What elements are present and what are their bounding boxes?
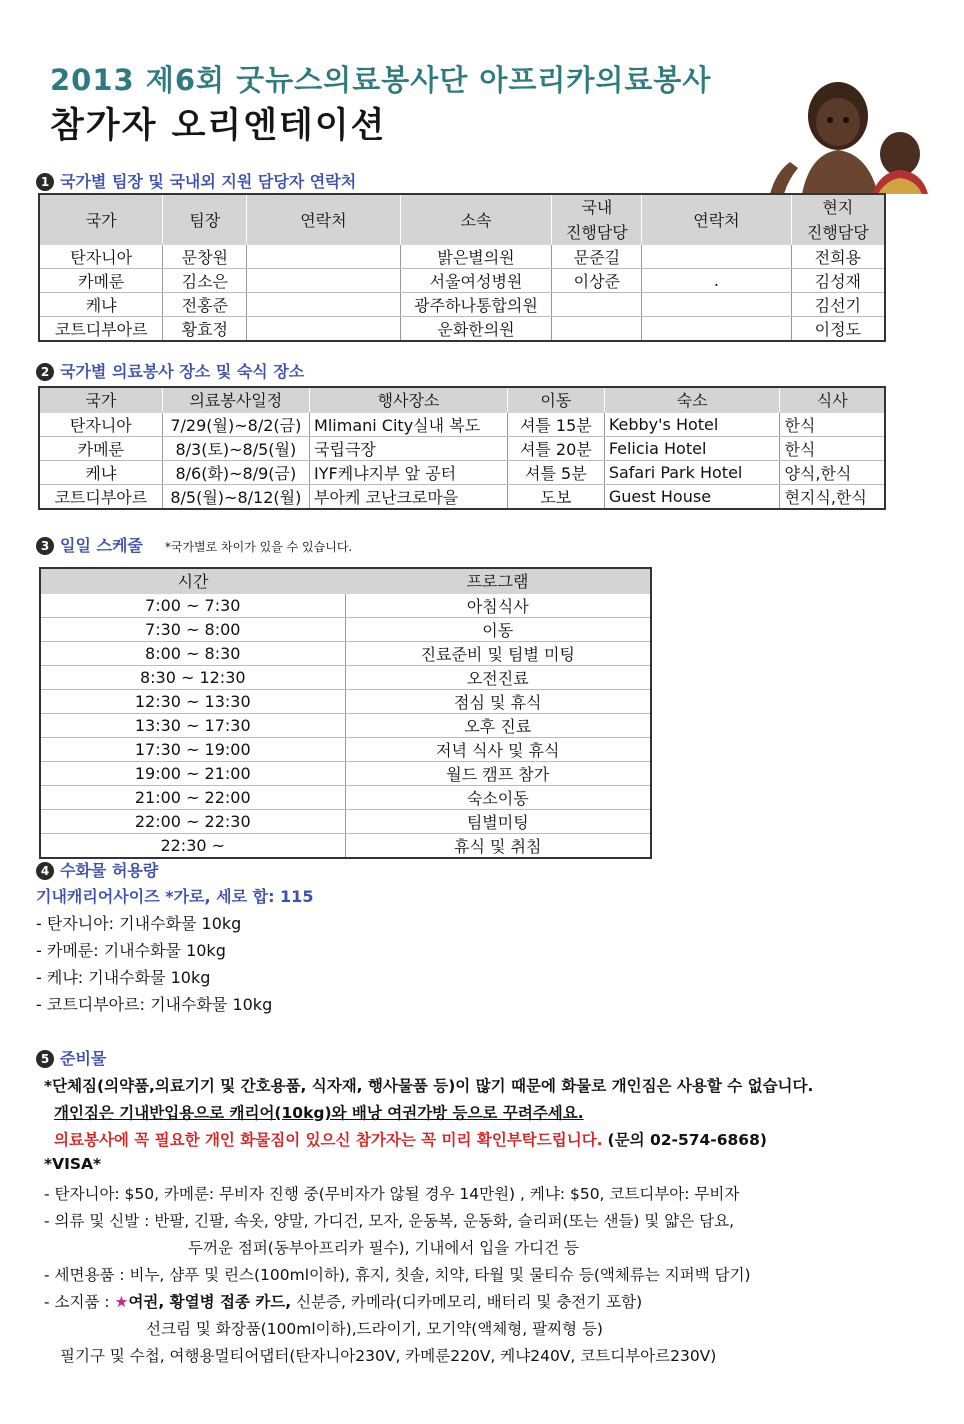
visa-info: - 탄자니아: $50, 카메룬: 무비자 진행 중(무비자가 않될 경우 14만원) , 케냐: $50, 코트디부아: 무비자 <box>44 1185 740 1203</box>
column-header: 이동 <box>507 387 604 413</box>
table-cell: Guest House <box>604 485 780 510</box>
clothes-list: - 의류 및 신발 : 반팔, 긴팔, 속옷, 양말, 가디건, 모자, 운동복, 운동화, 슬리퍼(또는 샌들) 및 얇은 담요, <box>44 1212 735 1230</box>
carry-on-notice: 개인짐은 기내반입용으로 캐리어(10kg)와 배낭 여권가방 등으로 꾸려주세요. <box>54 1104 584 1122</box>
table-cell: 셔틀 15분 <box>507 413 604 437</box>
table-cell: 8/5(월)~8/12(월) <box>162 485 309 510</box>
column-header: 연락처 <box>247 194 400 245</box>
table-row <box>40 834 651 859</box>
table-cell: 22:30 ~ <box>40 834 345 859</box>
venues-table <box>38 386 886 510</box>
baggage-item: - 코트디부아르: 기내수화물 10kg <box>36 995 273 1014</box>
column-header: 국내 진행담당 <box>552 194 642 245</box>
table-row <box>39 485 885 510</box>
table-cell <box>247 245 400 269</box>
section-title: 국가별 팀장 및 국내외 지원 담당자 연락처 <box>60 172 357 191</box>
baggage-item: - 케냐: 기내수화물 10kg <box>36 968 211 987</box>
table-cell: 카메룬 <box>39 437 162 461</box>
column-header: 팀장 <box>163 194 247 245</box>
table-row <box>40 642 651 666</box>
table-cell: 문창원 <box>163 245 247 269</box>
table-cell: 김선기 <box>791 293 885 317</box>
column-header: 현지 진행담당 <box>791 194 885 245</box>
section-number: 4 <box>36 862 54 880</box>
table-cell: 밝은별의원 <box>400 245 552 269</box>
carry-size-note: 기내캐리어사이즈 *가로, 세로 합: 115 <box>36 887 314 906</box>
table-cell: 케냐 <box>39 293 163 317</box>
section-1-heading <box>36 169 356 192</box>
table-cell: IYF케냐지부 앞 공터 <box>310 461 508 485</box>
table-cell: 한식 <box>780 413 885 437</box>
belongings-list-continued: 선크림 및 화장품(100ml이하),드라이기, 모기약(액체형, 팔찌형 등) <box>146 1320 603 1338</box>
table-row <box>40 810 651 834</box>
table-cell: 8:30 ~ 12:30 <box>40 666 345 690</box>
table-cell: 탄자니아 <box>39 245 163 269</box>
table-cell: 양식,한식 <box>780 461 885 485</box>
confirm-notice-text: 의료봉사에 꼭 필요한 개인 화물짐이 있으신 참가자는 꼭 미리 확인부탁드립니다. <box>54 1131 603 1149</box>
luggage-notice: *단체짐(의약품,의료기기 및 간호용품, 식자재, 행사물품 등)이 많기 때문에 화물로 개인짐은 사용할 수 없습니다. <box>44 1077 814 1095</box>
table-header-row <box>39 387 885 413</box>
table-row <box>40 762 651 786</box>
table-cell <box>642 293 791 317</box>
table-cell: 서울여성병원 <box>400 269 552 293</box>
table-cell: 점심 및 휴식 <box>345 690 651 714</box>
table-cell: 문준길 <box>552 245 642 269</box>
table-row <box>40 666 651 690</box>
column-header: 연락처 <box>642 194 791 245</box>
table-header-row <box>40 568 651 594</box>
table-cell: 12:30 ~ 13:30 <box>40 690 345 714</box>
clothes-list-continued: 두꺼운 점퍼(동부아프리카 필수), 기내에서 입을 가디건 등 <box>188 1239 579 1257</box>
section-title: 준비물 <box>60 1049 107 1068</box>
table-cell: 8:00 ~ 8:30 <box>40 642 345 666</box>
table-cell: 탄자니아 <box>39 413 162 437</box>
table-cell: 케냐 <box>39 461 162 485</box>
table-cell: 국립극장 <box>310 437 508 461</box>
table-cell: 8/3(토)~8/5(월) <box>162 437 309 461</box>
belongings-list-continued: 필기구 및 수첩, 여행용멀티어댑터(탄자니아230V, 카메룬220V, 케냐240V, 코트디부아르230V) <box>60 1347 717 1365</box>
table-cell: 13:30 ~ 17:30 <box>40 714 345 738</box>
table-cell: 7:00 ~ 7:30 <box>40 594 345 618</box>
table-row <box>39 269 885 293</box>
table-cell: 17:30 ~ 19:00 <box>40 738 345 762</box>
table-cell: Safari Park Hotel <box>604 461 780 485</box>
table-row <box>39 437 885 461</box>
star-icon: ★ <box>114 1293 129 1311</box>
section-2-heading <box>36 359 304 382</box>
table-cell: 부아케 코난크로마을 <box>310 485 508 510</box>
table-cell: 이정도 <box>791 317 885 342</box>
table-cell: 전홍준 <box>163 293 247 317</box>
table-row <box>39 413 885 437</box>
section-number: 1 <box>36 173 54 191</box>
column-header: 국가 <box>39 387 162 413</box>
table-row <box>40 714 651 738</box>
section-5-heading <box>36 1046 106 1069</box>
column-header: 시간 <box>40 568 345 594</box>
column-header: 식사 <box>780 387 885 413</box>
table-cell: 도보 <box>507 485 604 510</box>
table-cell <box>247 269 400 293</box>
column-header: 숙소 <box>604 387 780 413</box>
table-cell: 김소은 <box>163 269 247 293</box>
section-4-heading <box>36 858 158 881</box>
table-cell <box>552 293 642 317</box>
table-cell <box>552 317 642 342</box>
section-number: 5 <box>36 1050 54 1068</box>
table-cell: Kebby's Hotel <box>604 413 780 437</box>
section-number: 3 <box>36 537 54 555</box>
table-cell: 오후 진료 <box>345 714 651 738</box>
table-cell: 오전진료 <box>345 666 651 690</box>
table-row <box>39 461 885 485</box>
visa-label: *VISA* <box>44 1155 102 1173</box>
table-row <box>40 738 651 762</box>
table-cell: 코트디부아르 <box>39 485 162 510</box>
belongings-prefix: - 소지품 : <box>44 1293 110 1311</box>
children-photo <box>760 76 932 194</box>
table-row <box>40 786 651 810</box>
contact-number: (문의 02-574-6868) <box>607 1131 767 1149</box>
table-cell: Felicia Hotel <box>604 437 780 461</box>
table-cell: . <box>642 269 791 293</box>
table-cell: 광주하나통합의원 <box>400 293 552 317</box>
table-cell: Mlimani City실내 복도 <box>310 413 508 437</box>
column-header: 행사장소 <box>310 387 508 413</box>
table-row <box>39 245 885 269</box>
table-cell: 전희용 <box>791 245 885 269</box>
table-cell: 숙소이동 <box>345 786 651 810</box>
column-header: 소속 <box>400 194 552 245</box>
document-title: 2013 제6회 굿뉴스의료봉사단 아프리카의료봉사 <box>50 63 712 97</box>
table-cell: 카메룬 <box>39 269 163 293</box>
confirm-notice <box>54 1128 767 1150</box>
section-number: 2 <box>36 363 54 381</box>
table-cell: 휴식 및 취침 <box>345 834 651 859</box>
belongings-list <box>44 1290 642 1312</box>
table-cell: 한식 <box>780 437 885 461</box>
table-cell <box>642 245 791 269</box>
table-cell: 현지식,한식 <box>780 485 885 510</box>
table-header-row <box>39 194 885 245</box>
table-row <box>40 594 651 618</box>
table-row <box>40 690 651 714</box>
baggage-item: - 카메룬: 기내수화물 10kg <box>36 941 226 960</box>
table-cell: 22:00 ~ 22:30 <box>40 810 345 834</box>
section-title: 일일 스케줄 <box>60 536 143 555</box>
schedule-note: *국가별로 차이가 있을 수 있습니다. <box>164 540 353 554</box>
column-header: 국가 <box>39 194 163 245</box>
table-cell: 이동 <box>345 618 651 642</box>
table-cell: 셔틀 5분 <box>507 461 604 485</box>
belongings-important: 여권, 황열병 접종 카드, <box>128 1293 292 1311</box>
table-cell: 운화한의원 <box>400 317 552 342</box>
table-cell: 셔틀 20분 <box>507 437 604 461</box>
column-header: 프로그램 <box>345 568 651 594</box>
table-cell: 7:30 ~ 8:00 <box>40 618 345 642</box>
table-cell <box>247 317 400 342</box>
table-row <box>39 293 885 317</box>
table-cell: 이상준 <box>552 269 642 293</box>
table-cell <box>247 293 400 317</box>
table-cell: 저녁 식사 및 휴식 <box>345 738 651 762</box>
table-cell: 황효정 <box>163 317 247 342</box>
contacts-table <box>38 193 886 342</box>
section-title: 수화물 허용량 <box>60 861 159 880</box>
toiletry-list: - 세면용품 : 비누, 샴푸 및 린스(100ml이하), 휴지, 칫솔, 치약, 타월 및 물티슈 등(액체류는 지퍼백 담기) <box>44 1266 751 1284</box>
belongings-rest: 신분증, 카메라(디카메모리, 배터리 및 충전기 포함) <box>296 1293 643 1311</box>
section-title: 국가별 의료봉사 장소 및 숙식 장소 <box>60 362 305 381</box>
table-row <box>39 317 885 342</box>
table-cell: 아침식사 <box>345 594 651 618</box>
column-header: 의료봉사일정 <box>162 387 309 413</box>
table-cell: 진료준비 및 팀별 미팅 <box>345 642 651 666</box>
table-cell: 월드 캠프 참가 <box>345 762 651 786</box>
table-cell: 19:00 ~ 21:00 <box>40 762 345 786</box>
table-cell <box>642 317 791 342</box>
baggage-item: - 탄자니아: 기내수화물 10kg <box>36 914 242 933</box>
table-cell: 21:00 ~ 22:00 <box>40 786 345 810</box>
table-cell: 8/6(화)~8/9(금) <box>162 461 309 485</box>
schedule-table <box>39 567 652 859</box>
document-subtitle: 참가자 오리엔테이션 <box>50 106 387 146</box>
table-cell: 코트디부아르 <box>39 317 163 342</box>
table-cell: 김성재 <box>791 269 885 293</box>
section-3-heading <box>36 533 352 556</box>
table-cell: 팀별미팅 <box>345 810 651 834</box>
table-row <box>40 618 651 642</box>
table-cell: 7/29(월)~8/2(금) <box>162 413 309 437</box>
